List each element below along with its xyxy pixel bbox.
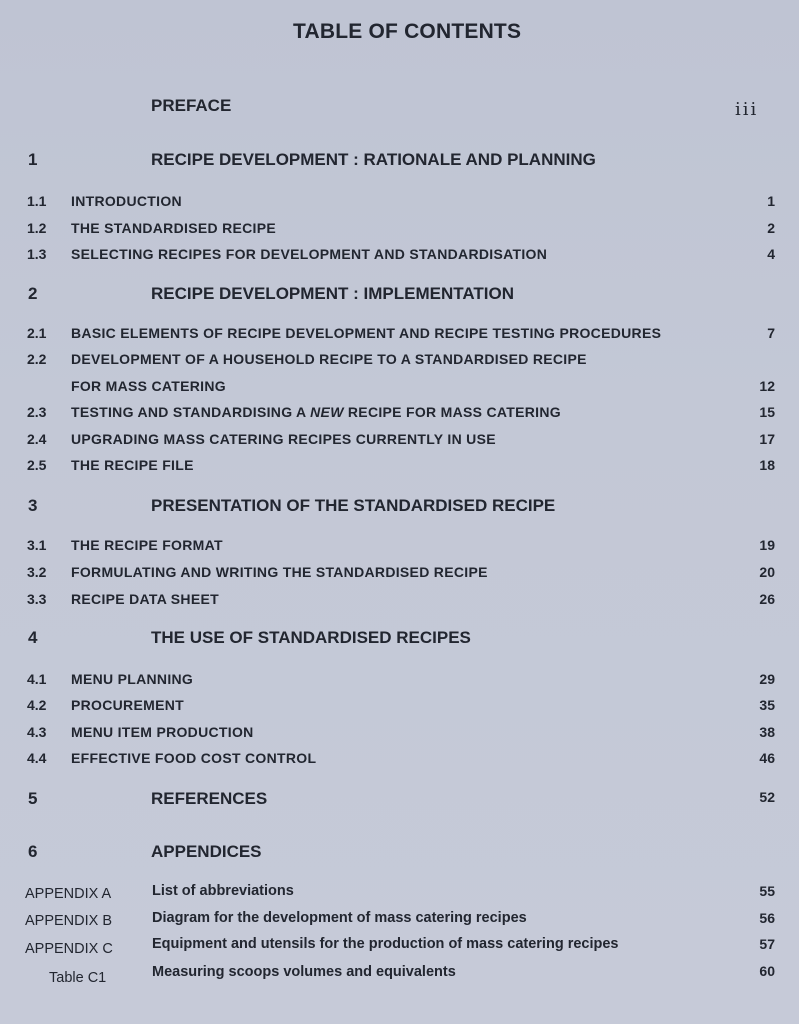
section-page: 18 [759,457,775,473]
section-title: INTRODUCTION [71,193,182,209]
section-page: 29 [759,671,775,687]
section-page: 4 [767,246,775,262]
section-number: 3.3 [27,591,47,607]
section-number: 1.1 [27,193,47,209]
appendix-title: Equipment and utensils for the production of mass catering recipes [152,936,619,952]
section-title: MENU ITEM PRODUCTION [71,724,254,740]
section-title: PROCUREMENT [71,697,184,713]
section-title: THE RECIPE FILE [71,457,194,473]
appendix-page: 56 [759,910,775,926]
section-number: 3.1 [27,537,47,553]
chapter-4-title: THE USE OF STANDARDISED RECIPES [151,628,471,647]
section-number: 4.2 [27,697,47,713]
section-number: 4.3 [27,724,47,740]
section-page: 15 [759,404,775,420]
section-title: DEVELOPMENT OF A HOUSEHOLD RECIPE TO A STANDARDISED RECIPE [71,351,587,367]
section-number: 1.2 [27,220,47,236]
section-title [71,404,561,420]
section-title: UPGRADING MASS CATERING RECIPES CURRENTLY IN USE [71,431,496,447]
section-page: 26 [759,591,775,607]
appendix-title: Diagram for the development of mass catering recipes [152,910,527,926]
section-title-part: TESTING AND STANDARDISING A [71,404,311,420]
section-number: 4.4 [27,750,47,766]
section-page: 20 [759,564,775,580]
section-title: FORMULATING AND WRITING THE STANDARDISED RECIPE [71,564,488,580]
section-page: 35 [759,697,775,713]
section-title: BASIC ELEMENTS OF RECIPE DEVELOPMENT AND RECIPE TESTING PROCEDURES [71,325,662,341]
table-title: Measuring scoops volumes and equivalents [152,964,456,980]
section-page: 17 [759,431,775,447]
chapter-6-title: APPENDICES [151,842,262,861]
preface-heading: PREFACE [151,96,232,115]
section-page: 19 [759,537,775,553]
section-number: 2.4 [27,431,47,447]
appendix-title: List of abbreviations [152,883,294,899]
section-number: 1.3 [27,246,47,262]
chapter-2-number: 2 [28,284,38,303]
section-page: 2 [767,220,775,236]
appendix-label: APPENDIX A [25,886,112,902]
section-number: 2.5 [27,457,47,473]
appendix-label: APPENDIX B [25,913,113,929]
section-number: 3.2 [27,564,47,580]
section-title: RECIPE DATA SHEET [71,591,219,607]
section-page: 12 [759,378,775,394]
chapter-5-page: 52 [759,789,775,805]
section-title: SELECTING RECIPES FOR DEVELOPMENT AND STANDARDISATION [71,246,548,262]
chapter-1-number: 1 [28,150,38,169]
section-page: 46 [759,750,775,766]
chapter-6-number: 6 [28,842,38,861]
section-page: 7 [767,325,775,341]
chapter-5-number: 5 [28,789,38,808]
section-number: 2.2 [27,351,47,367]
section-page: 38 [759,724,775,740]
section-number: 2.3 [27,404,47,420]
section-title-part: RECIPE FOR MASS CATERING [343,404,561,420]
section-title-emphasis: NEW [310,404,344,420]
table-label: Table C1 [49,970,107,986]
chapter-1-title: RECIPE DEVELOPMENT : RATIONALE AND PLANNING [151,150,596,169]
preface-page: iii [735,99,759,120]
chapter-2-title: RECIPE DEVELOPMENT : IMPLEMENTATION [151,284,514,303]
section-page: 1 [767,193,775,209]
appendix-page: 55 [759,883,775,899]
section-title: MENU PLANNING [71,671,194,687]
appendix-label: APPENDIX C [25,941,113,957]
section-number: 2.1 [27,325,47,341]
section-title: THE STANDARDISED RECIPE [71,220,276,236]
section-number: 4.1 [27,671,47,687]
chapter-3-number: 3 [28,496,38,515]
table-page: 60 [759,963,775,979]
chapter-3-title: PRESENTATION OF THE STANDARDISED RECIPE [151,496,556,515]
section-title: EFFECTIVE FOOD COST CONTROL [71,750,317,766]
chapter-4-number: 4 [28,628,38,647]
section-title: THE RECIPE FORMAT [71,537,223,553]
section-title-continued: FOR MASS CATERING [71,378,226,394]
chapter-5-title: REFERENCES [151,789,268,808]
page-title: TABLE OF CONTENTS [293,20,522,43]
appendix-page: 57 [759,936,775,952]
